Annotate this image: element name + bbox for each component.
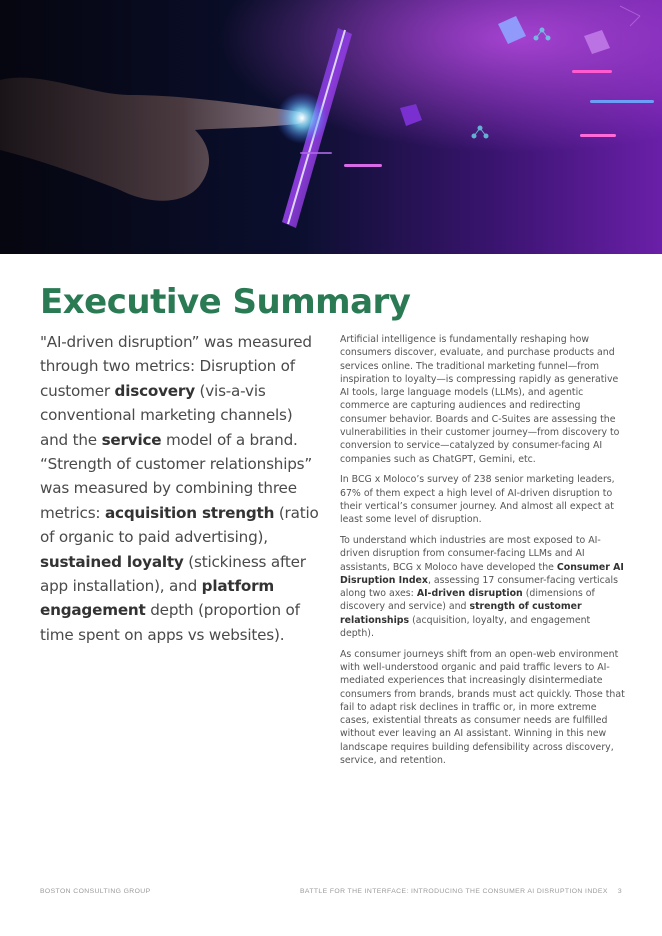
intro-text: (vis-a-vis conventional marketing channels) and the — [40, 381, 293, 449]
body-bold-relationships: strength of customer relationships — [340, 601, 582, 626]
footer-right — [300, 888, 622, 895]
intro-text: "AI-driven disruption” was measured through two metrics: Disruption of customer — [40, 333, 312, 400]
intro-bold-acquisition: acquisition strength — [104, 503, 275, 522]
footer-publisher: BOSTON CONSULTING GROUP — [40, 888, 151, 895]
body-paragraph-2: In BCG x Moloco’s survey of 238 senior marketing leaders, 67% of them expect a high level of AI-driven disruption to their vertical’s consumer journey. And almost all expect at least some level of disruption. — [340, 474, 615, 526]
body-paragraph-4: As consumer journeys shift from an open-web environment with well-understood organic and paid traffic levers to AI-mediated experiences that increasingly disintermediate consumers from brands, brands must act quickly. Those that fail to adapt risk declines in traffic or, in more extreme cases, existential threats as consumer needs are fulfilled without ever leaving an AI assistant. Winning in this new landscape requires building defensibility across discovery, service, and retention. — [340, 648, 625, 767]
body-text: (dimensions of discovery and service) and — [340, 588, 595, 613]
intro-paragraph — [40, 330, 322, 647]
page-footer — [40, 888, 622, 895]
footer-report-title: BATTLE FOR THE INTERFACE: INTRODUCING THE CONSUMER AI DISRUPTION INDEX — [299, 888, 608, 895]
body-bold-disruption: AI-driven disruption — [416, 588, 523, 600]
intro-text: model of a brand. “Strength of customer relationships” was measured by combining three metrics: — [40, 430, 313, 522]
intro-text: depth (proportion of time spent on apps vs websites). — [40, 601, 300, 644]
body-text: , assessing 17 consumer-facing verticals along two axes: — [340, 574, 619, 600]
intro-bold-engagement: platform engagement — [40, 577, 274, 620]
page-number: 3 — [617, 888, 622, 895]
intro-bold-service: service — [101, 430, 162, 449]
intro-highlight — [40, 330, 322, 647]
intro-bold-discovery: discovery — [114, 381, 195, 400]
intro-text: (ratio of organic to paid advertising), — [40, 503, 319, 547]
body-paragraph-1: Artificial intelligence is fundamentally reshaping how consumers discover, evaluate, and purchase products and services online. The traditional marketing funnel—from inspiration to loyalty—is compressing rapidly as generative AI tools, large language models (LLMs), and agentic commerce are capturing audiences and redirecting consumer behavior. Boards and C-Suites are assessing the vulnerabilities in their customer journey—from discovery to conversion to service—catalyzed by consumer-facing AI companies such as ChatGPT, Gemini, etc. — [340, 334, 620, 465]
body-bold-index: Consumer AI Disruption Index — [340, 561, 624, 586]
intro-bold-loyalty: sustained loyalty — [40, 552, 184, 571]
body-column — [340, 333, 626, 775]
page-title: Executive Summary — [40, 282, 411, 322]
intro-text: (stickiness after app installation), and — [40, 552, 306, 596]
body-text: (acquisition, loyalty, and engagement depth). — [340, 614, 591, 640]
body-text: To understand which industries are most exposed to AI-driven disruption from consumer-facing LLMs and AI assistants, BCG x Moloco have developed the — [340, 534, 601, 573]
hero-image — [0, 0, 662, 254]
body-paragraph-3 — [340, 534, 626, 640]
